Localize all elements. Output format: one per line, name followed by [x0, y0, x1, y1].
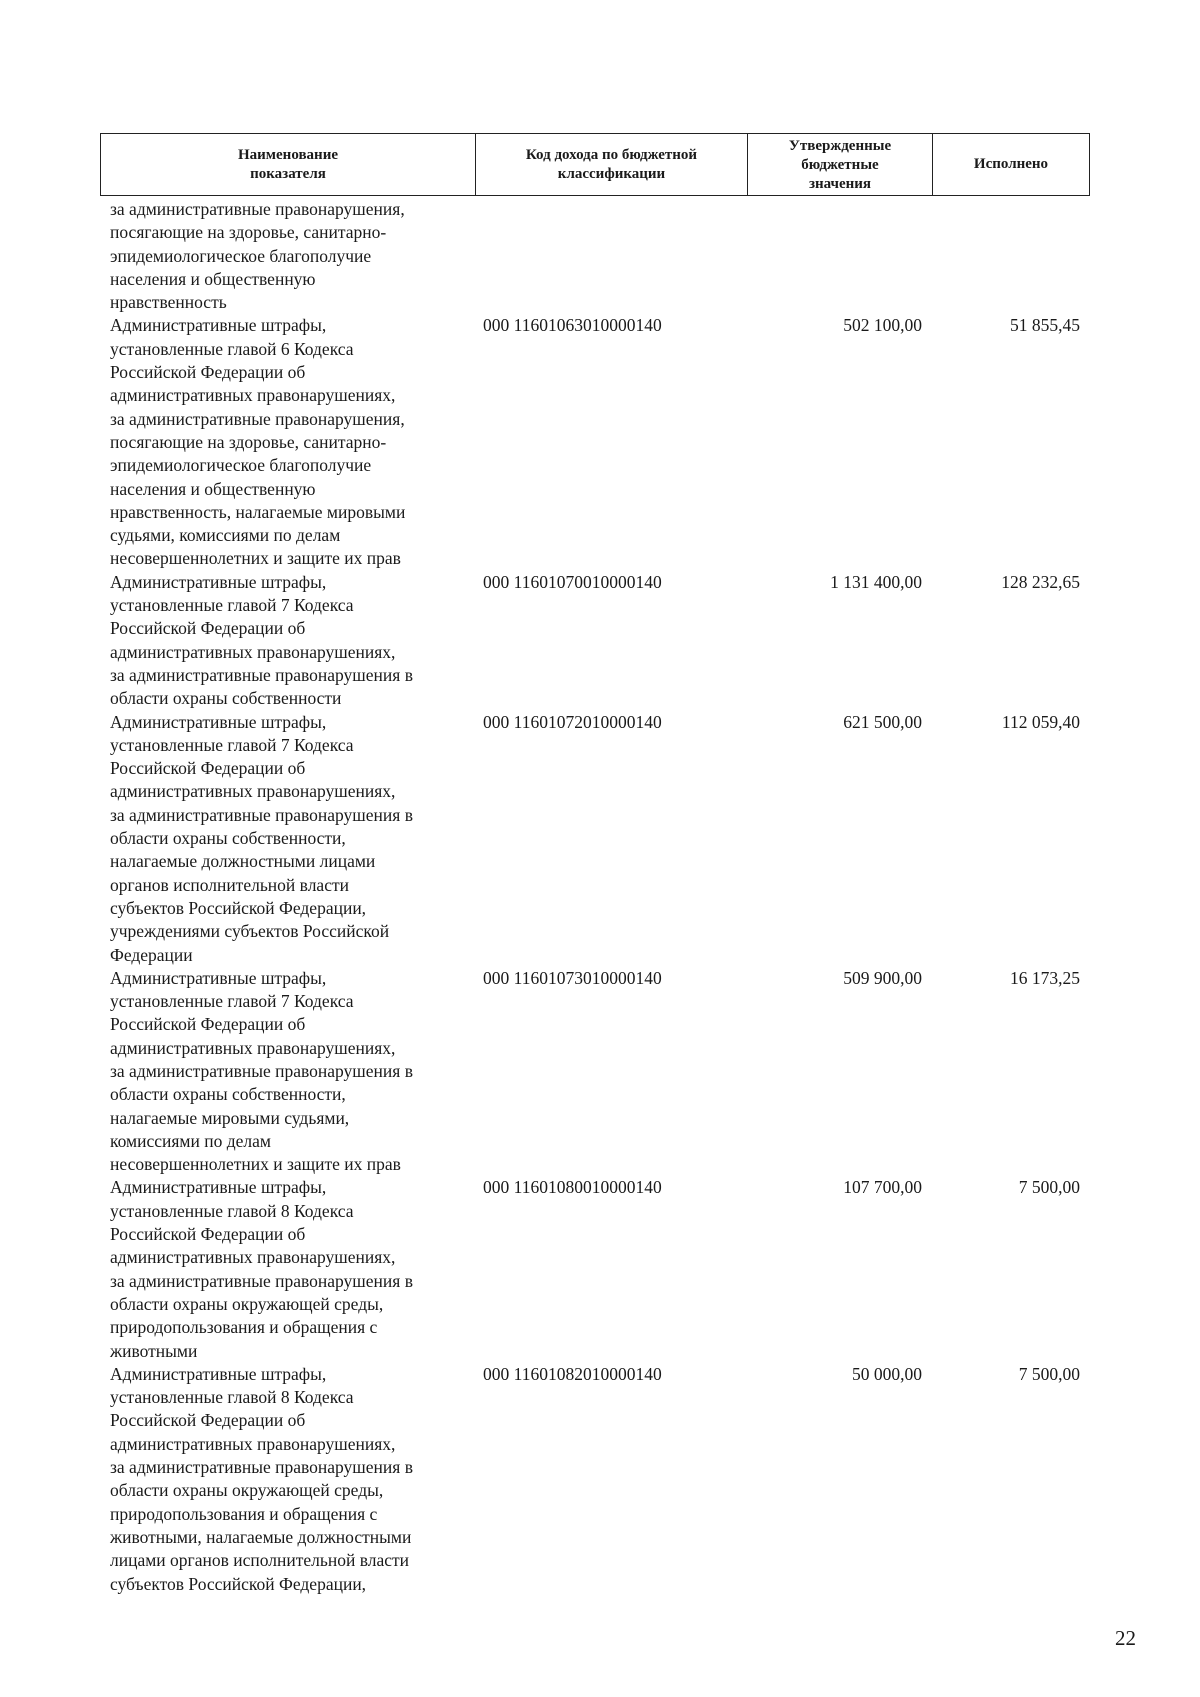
row-done: 16 173,25 [1010, 967, 1080, 988]
row-approved: 509 900,00 [843, 967, 922, 988]
table-row [100, 314, 1090, 570]
header-name: Наименование показателя [101, 134, 476, 195]
row-code: 000 11601082010000140 [483, 1363, 662, 1384]
row-name: Административные штрафы, установленные главой 7 Кодекса Российской Федерации об административных правонарушениях, за административные правонарушения в области охраны собственности, налагаемые должностными лицами органов исполнительной власти субъектов Российской Федерации, учреждениями субъектов Российской Федерации [110, 711, 413, 965]
row-name: за административные правонарушения, посягающие на здоровье, санитарно- эпидемиологическое благополучие населения и общественную нравственность [110, 199, 405, 313]
header-approved: Утвержденные бюджетные значения [748, 134, 933, 195]
row-code: 000 11601072010000140 [483, 711, 662, 732]
table-row [100, 967, 1090, 1177]
row-done: 128 232,65 [1001, 571, 1080, 592]
row-approved [747, 198, 932, 314]
row-approved: 1 131 400,00 [830, 571, 922, 592]
row-approved: 50 000,00 [852, 1363, 922, 1384]
table-row [100, 711, 1090, 967]
table-body [100, 198, 1090, 1596]
header-code: Код дохода по бюджетной классификации [476, 134, 748, 195]
table-row [100, 1176, 1090, 1362]
table-row [100, 198, 1090, 314]
row-code: 000 11601070010000140 [483, 571, 662, 592]
row-approved: 502 100,00 [843, 315, 922, 336]
row-name: Административные штрафы, установленные главой 8 Кодекса Российской Федерации об административных правонарушениях, за административные правонарушения в области охраны окружающей среды, природопользования и обращения с животными [110, 1177, 413, 1361]
row-name: Административные штрафы, установленные главой 6 Кодекса Российской Федерации об административных правонарушениях, за административные правонарушения, посягающие на здоровье, санитарно- эпидемиологическое благополучие населения и общественную нравственность, налагаемые мировыми судьями, комиссиями по делам несовершеннолетних и защите их прав [110, 315, 406, 569]
row-code: 000 11601080010000140 [483, 1177, 662, 1198]
row-name: Административные штрафы, установленные главой 7 Кодекса Российской Федерации об административных правонарушениях, за административные правонарушения в области охраны собственности [110, 571, 413, 709]
row-code: 000 11601073010000140 [483, 967, 662, 988]
table-row [100, 1363, 1090, 1596]
table-header [100, 133, 1090, 196]
page-number: 22 [1115, 1626, 1136, 1650]
row-code [475, 198, 747, 314]
row-done: 7 500,00 [1018, 1177, 1080, 1198]
row-done: 7 500,00 [1018, 1363, 1080, 1384]
row-done: 112 059,40 [1001, 711, 1080, 732]
table-row [100, 571, 1090, 711]
row-approved: 107 700,00 [843, 1177, 922, 1198]
row-name: Административные штрафы, установленные главой 8 Кодекса Российской Федерации об административных правонарушениях, за административные правонарушения в области охраны окружающей среды, природопользования и обращения с животными, налагаемые должностными лицами органов исполнительной власти субъектов Российской Федерации, [110, 1363, 413, 1594]
header-done: Исполнено [973, 156, 1049, 172]
row-done [932, 198, 1090, 314]
row-approved: 621 500,00 [843, 711, 922, 732]
row-done: 51 855,45 [1010, 315, 1080, 336]
row-code: 000 11601063010000140 [483, 315, 662, 336]
row-name: Административные штрафы, установленные главой 7 Кодекса Российской Федерации об административных правонарушениях, за административные правонарушения в области охраны собственности, налагаемые мировыми судьями, комиссиями по делам несовершеннолетних и защите их прав [110, 967, 413, 1175]
